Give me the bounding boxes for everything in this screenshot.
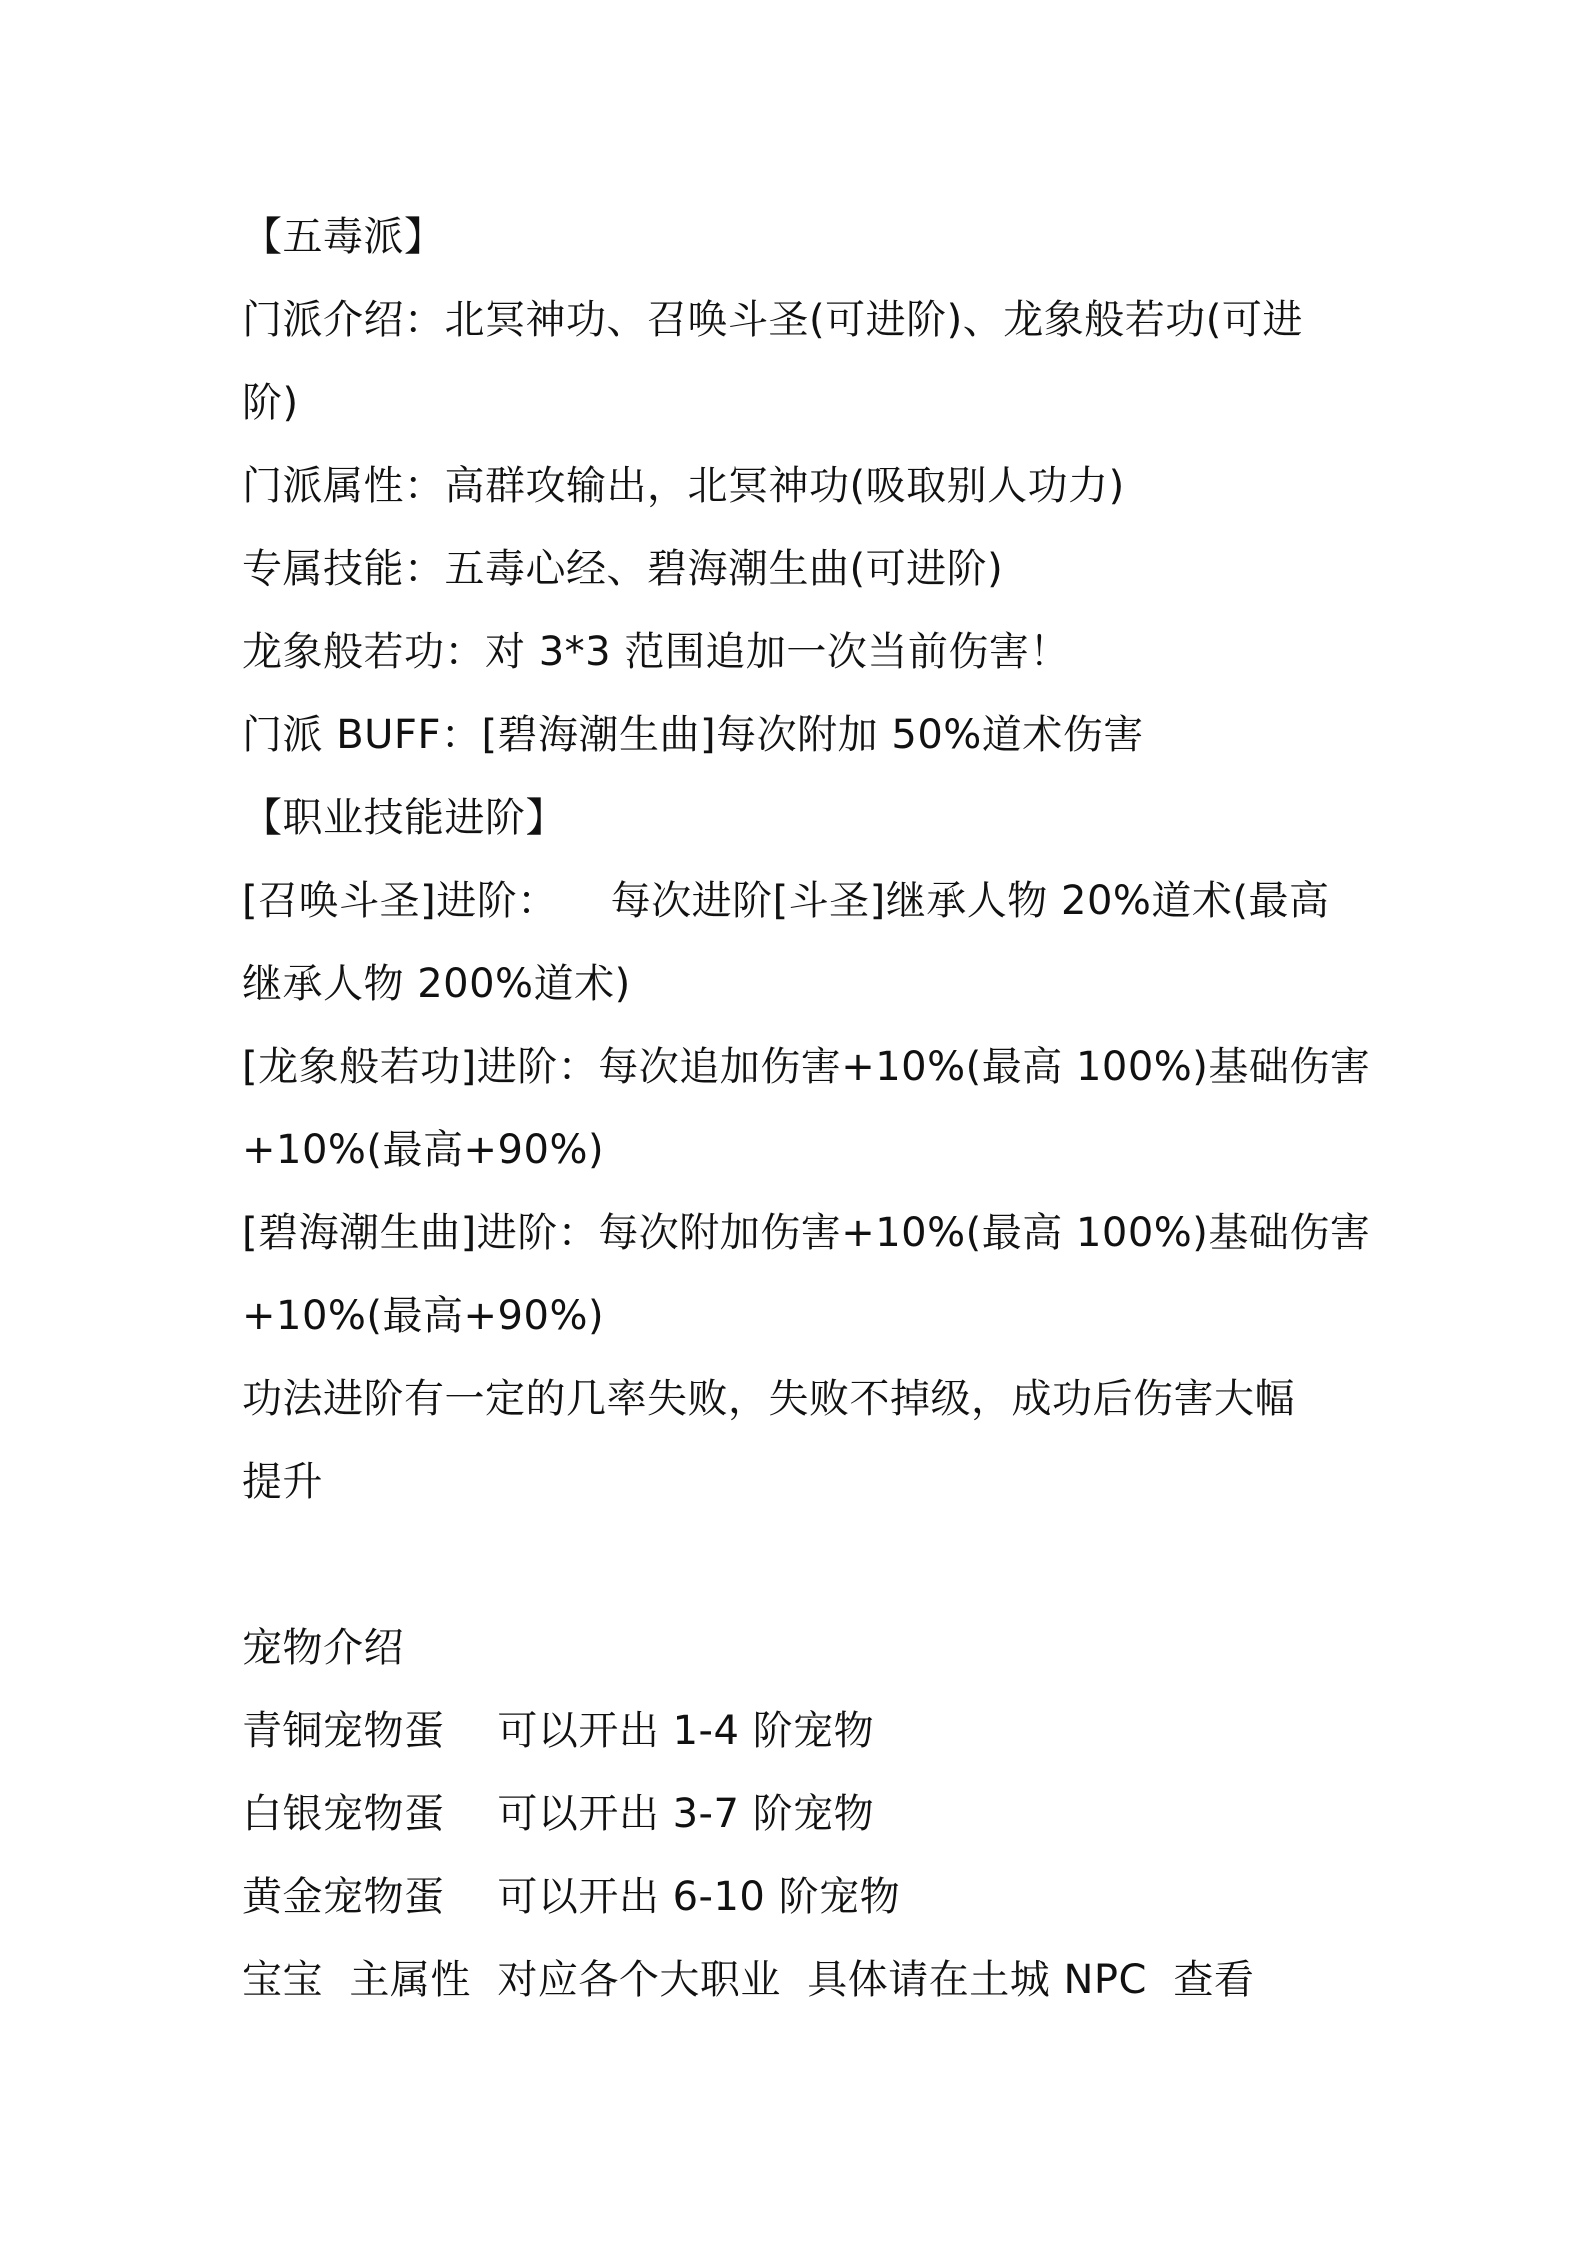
- exclusive-skills: 专属技能：五毒心经、碧海潮生曲(可进阶): [242, 546, 1004, 592]
- bihai-advance-line-2: +10%(最高+90%): [242, 1293, 605, 1339]
- gold-pet-egg: 黄金宠物蛋 可以开出 6-10 阶宠物: [242, 1874, 901, 1920]
- summon-advance-line-2: 继承人物 200%道术): [242, 961, 631, 1007]
- advance-note-line-1: 功法进阶有一定的几率失败，失败不掉级，成功后伤害大幅: [242, 1376, 1295, 1422]
- blank-line: [242, 1524, 1362, 1607]
- longxiang-skill-desc: 龙象般若功：对 3*3 范围追加一次当前伤害！: [242, 629, 1070, 675]
- summon-advance-line-1: [召唤斗圣]进阶： 每次进阶[斗圣]继承人物 20%道术(最高: [242, 878, 1330, 924]
- sect-attributes: 门派属性：高群攻输出，北冥神功(吸取别人功力): [242, 463, 1125, 509]
- section-heading-wudu: 【五毒派】: [242, 214, 445, 260]
- bronze-pet-egg: 青铜宠物蛋 可以开出 1-4 阶宠物: [242, 1708, 875, 1754]
- sect-buff: 门派 BUFF：[碧海潮生曲]每次附加 50%道术伤害: [242, 712, 1144, 758]
- section-heading-pets: 宠物介绍: [242, 1625, 404, 1671]
- sect-intro-line-2: 阶): [242, 380, 299, 426]
- section-heading-skill-advance: 【职业技能进阶】: [242, 795, 566, 841]
- sect-intro-line-1: 门派介绍：北冥神功、召唤斗圣(可进阶)、龙象般若功(可进: [242, 297, 1303, 343]
- longxiang-advance-line-2: +10%(最高+90%): [242, 1127, 605, 1173]
- advance-note-line-2: 提升: [242, 1459, 323, 1505]
- silver-pet-egg: 白银宠物蛋 可以开出 3-7 阶宠物: [242, 1791, 875, 1837]
- pet-main-attribute: 宝宝 主属性 对应各个大职业 具体请在土城 NPC 查看: [242, 1957, 1255, 2003]
- document-body: [242, 196, 1371, 2022]
- longxiang-advance-line-1: [龙象般若功]进阶：每次追加伤害+10%(最高 100%)基础伤害: [242, 1044, 1371, 1090]
- bihai-advance-line-1: [碧海潮生曲]进阶：每次附加伤害+10%(最高 100%)基础伤害: [242, 1210, 1371, 1256]
